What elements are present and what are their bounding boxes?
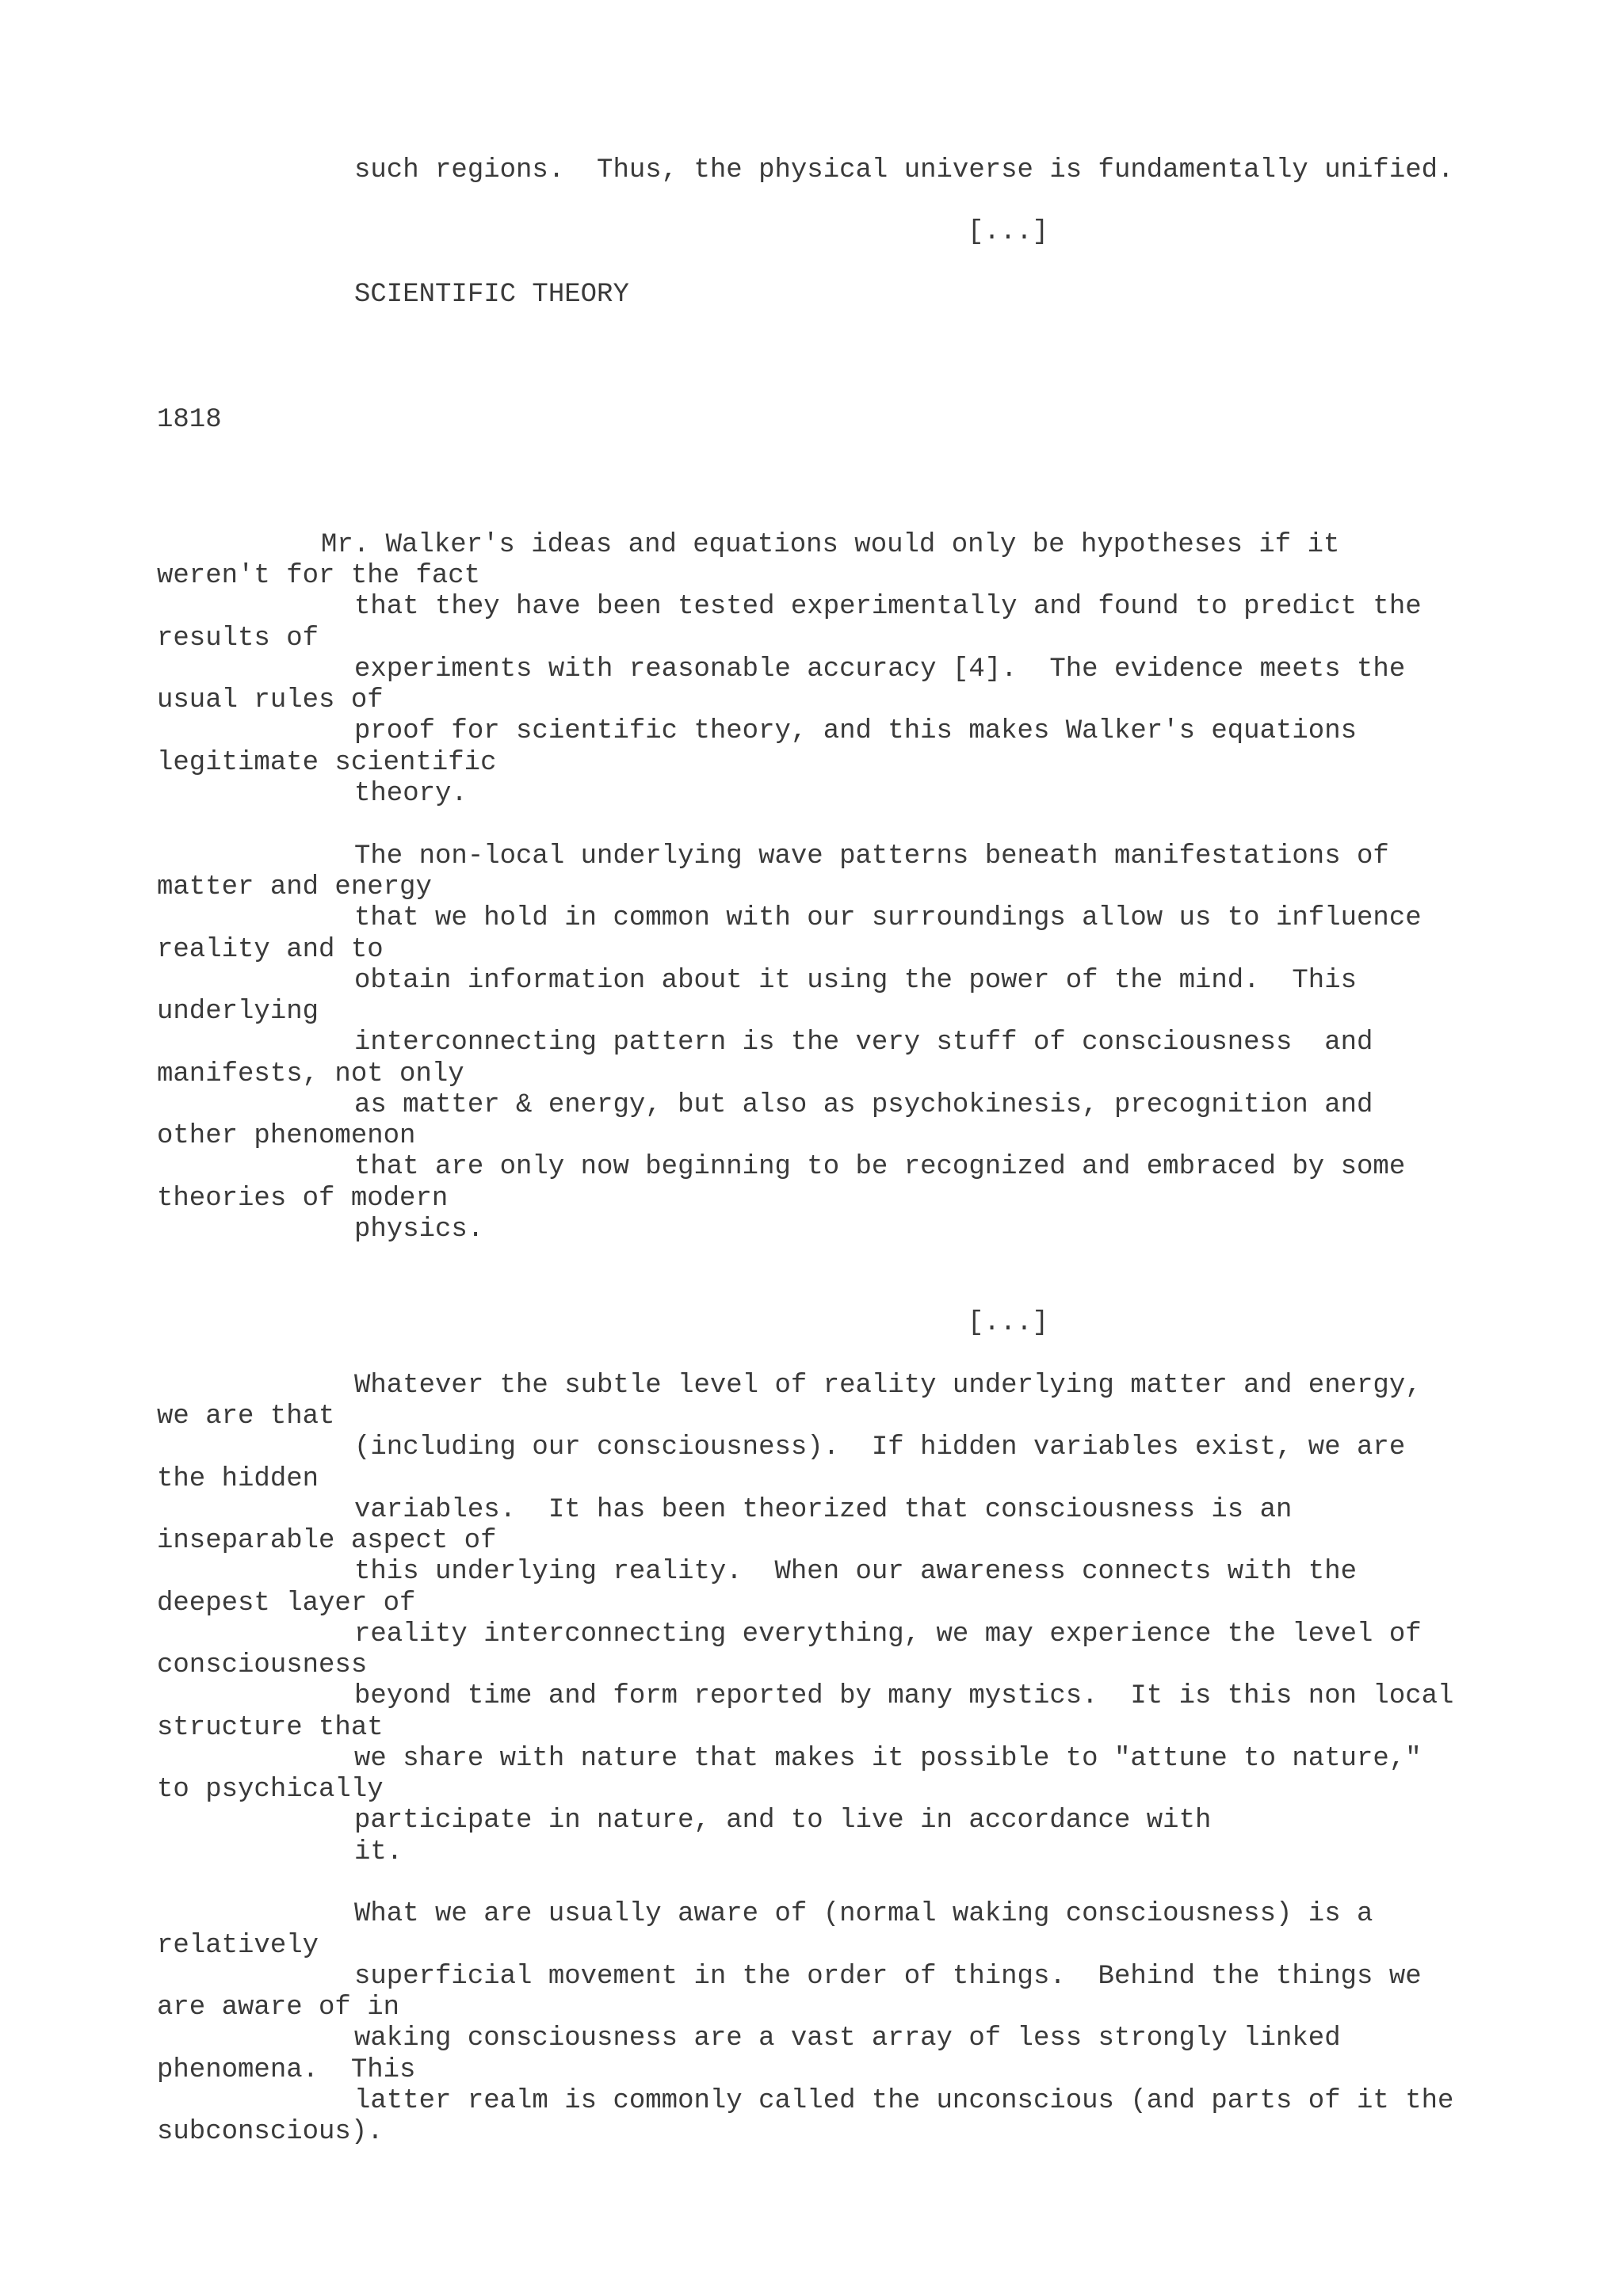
text-line: to psychically: [157, 1775, 384, 1805]
text-line: that are only now beginning to be recognized and embraced by some: [354, 1152, 1406, 1182]
text-line: The non-local underlying wave patterns beneath manifestations of: [354, 841, 1389, 871]
text-line: proof for scientific theory, and this makes Walker's equations: [354, 716, 1358, 746]
text-line: What we are usually aware of (normal waking consciousness) is a: [354, 1899, 1373, 1929]
text-line: reality and to: [157, 935, 384, 965]
text-line: waking consciousness are a vast array of less strongly linked: [354, 2023, 1341, 2054]
text-line: physics.: [354, 1215, 484, 1245]
section-heading: SCIENTIFIC THEORY: [354, 280, 629, 310]
text-line: matter and energy: [157, 872, 432, 902]
text-line: inseparable aspect of: [157, 1526, 497, 1556]
text-line: latter realm is commonly called the unconscious (and parts of it the: [354, 2086, 1454, 2116]
text-line: theories of modern: [157, 1184, 449, 1214]
text-line: we are that: [157, 1402, 335, 1432]
text-line: underlying: [157, 997, 319, 1027]
text-line: interconnecting pattern is the very stuff of consciousness and: [354, 1028, 1373, 1058]
text-line: as matter & energy, but also as psychokinesis, precognition and: [354, 1090, 1373, 1120]
text-line: structure that: [157, 1713, 384, 1743]
text-line: that we hold in common with our surroundings allow us to influence: [354, 903, 1422, 933]
text-line: this underlying reality. When our awareness connects with the: [354, 1557, 1358, 1587]
text-line: weren't for the fact: [157, 561, 481, 591]
text-line: other phenomenon: [157, 1121, 416, 1151]
text-line: manifests, not only: [157, 1059, 464, 1089]
text-line: usual rules of: [157, 685, 384, 715]
text-line: relatively: [157, 1931, 319, 1961]
text-line: participate in nature, and to live in accordance with: [354, 1806, 1212, 1836]
text-line: that they have been tested experimentally and found to predict the: [354, 592, 1422, 622]
text-line: deepest layer of: [157, 1589, 416, 1619]
text-line: obtain information about it using the power of the mind. This: [354, 966, 1358, 996]
text-line: the hidden: [157, 1464, 319, 1494]
text-line: superficial movement in the order of things. Behind the things we: [354, 1962, 1422, 1992]
text-line: subconscious).: [157, 2117, 384, 2147]
text-line: reality interconnecting everything, we may experience the level of: [354, 1619, 1422, 1650]
text-line: it.: [354, 1837, 403, 1867]
page-number: 1818: [157, 405, 222, 435]
text-line: consciousness: [157, 1650, 368, 1680]
ellipsis-marker: [...]: [968, 1308, 1049, 1338]
ellipsis-marker: [...]: [968, 217, 1049, 247]
text-line: legitimate scientific: [157, 748, 497, 778]
text-line: we share with nature that makes it possible to "attune to nature,": [354, 1744, 1422, 1774]
text-line: theory.: [354, 779, 468, 809]
text-line: beyond time and form reported by many mystics. It is this non local: [354, 1681, 1454, 1711]
text-line: variables. It has been theorized that consciousness is an: [354, 1495, 1293, 1525]
text-line: are aware of in: [157, 1993, 400, 2023]
text-line: results of: [157, 624, 319, 654]
text-line: phenomena. This: [157, 2055, 416, 2085]
text-line: experiments with reasonable accuracy [4]. The evidence meets the: [354, 654, 1406, 685]
text-line: Mr. Walker's ideas and equations would only be hypotheses if it: [321, 530, 1340, 560]
text-line: Whatever the subtle level of reality underlying matter and energy,: [354, 1371, 1422, 1401]
text-line: (including our consciousness). If hidden variables exist, we are: [354, 1432, 1406, 1463]
text-line: such regions. Thus, the physical universe is fundamentally unified.: [354, 155, 1454, 185]
